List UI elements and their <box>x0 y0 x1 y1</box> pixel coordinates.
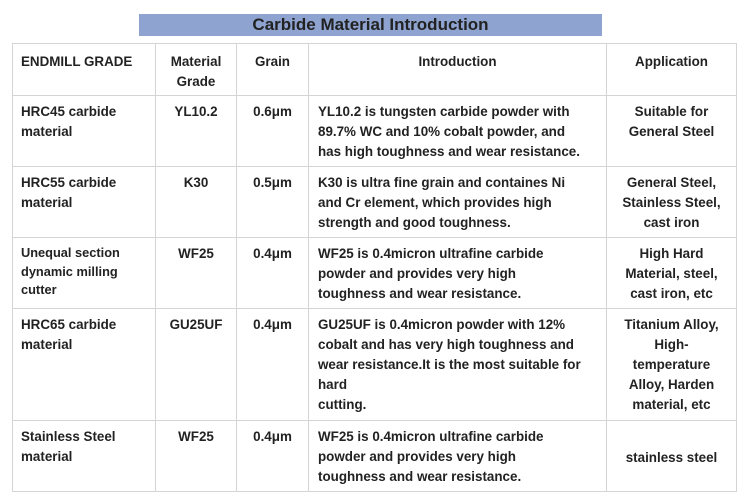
cell-endmill-grade: Stainless Steel material <box>13 421 156 492</box>
table-row <box>13 238 737 309</box>
carbide-table <box>12 43 737 492</box>
header-material-grade: Material Grade <box>156 44 237 96</box>
cell-grain: 0.4μm <box>237 238 309 309</box>
header-grain: Grain <box>237 44 309 96</box>
table-row <box>13 309 737 421</box>
cell-material-grade: WF25 <box>156 238 237 309</box>
cell-introduction: YL10.2 is tungsten carbide powder with 89.7% WC and 10% cobalt powder, and has high toughness and wear resistance. <box>309 96 607 167</box>
cell-application: High Hard Material, steel, cast iron, etc <box>607 238 737 309</box>
header-application: Application <box>607 44 737 96</box>
cell-grain: 0.4μm <box>237 309 309 421</box>
table-row <box>13 167 737 238</box>
cell-application: stainless steel <box>607 421 737 492</box>
cell-application: General Steel, Stainless Steel, cast iron <box>607 167 737 238</box>
cell-introduction: WF25 is 0.4micron ultrafine carbide powder and provides very high toughness and wear resistance. <box>309 421 607 492</box>
cell-material-grade: WF25 <box>156 421 237 492</box>
cell-endmill-grade: HRC55 carbide material <box>13 167 156 238</box>
cell-application: Titanium Alloy, High- temperature Alloy, Harden material, etc <box>607 309 737 421</box>
cell-grain: 0.6μm <box>237 96 309 167</box>
cell-introduction: WF25 is 0.4micron ultrafine carbide powder and provides very high toughness and wear resistance. <box>309 238 607 309</box>
cell-endmill-grade: Unequal section dynamic milling cutter <box>13 238 156 309</box>
cell-introduction: K30 is ultra fine grain and containes Ni and Cr element, which provides high strength and good toughness. <box>309 167 607 238</box>
cell-grain: 0.5μm <box>237 167 309 238</box>
table-title: Carbide Material Introduction <box>139 14 602 36</box>
cell-material-grade: YL10.2 <box>156 96 237 167</box>
header-row <box>13 44 737 96</box>
cell-material-grade: K30 <box>156 167 237 238</box>
cell-application: Suitable for General Steel <box>607 96 737 167</box>
header-introduction: Introduction <box>309 44 607 96</box>
cell-introduction: GU25UF is 0.4micron powder with 12% cobalt and has very high toughness and wear resistance.It is the most suitable for hard cutting. <box>309 309 607 421</box>
cell-material-grade: GU25UF <box>156 309 237 421</box>
cell-endmill-grade: HRC45 carbide material <box>13 96 156 167</box>
table-row <box>13 421 737 492</box>
cell-endmill-grade: HRC65 carbide material <box>13 309 156 421</box>
header-endmill-grade: ENDMILL GRADE <box>13 44 156 96</box>
table-row <box>13 96 737 167</box>
cell-grain: 0.4μm <box>237 421 309 492</box>
